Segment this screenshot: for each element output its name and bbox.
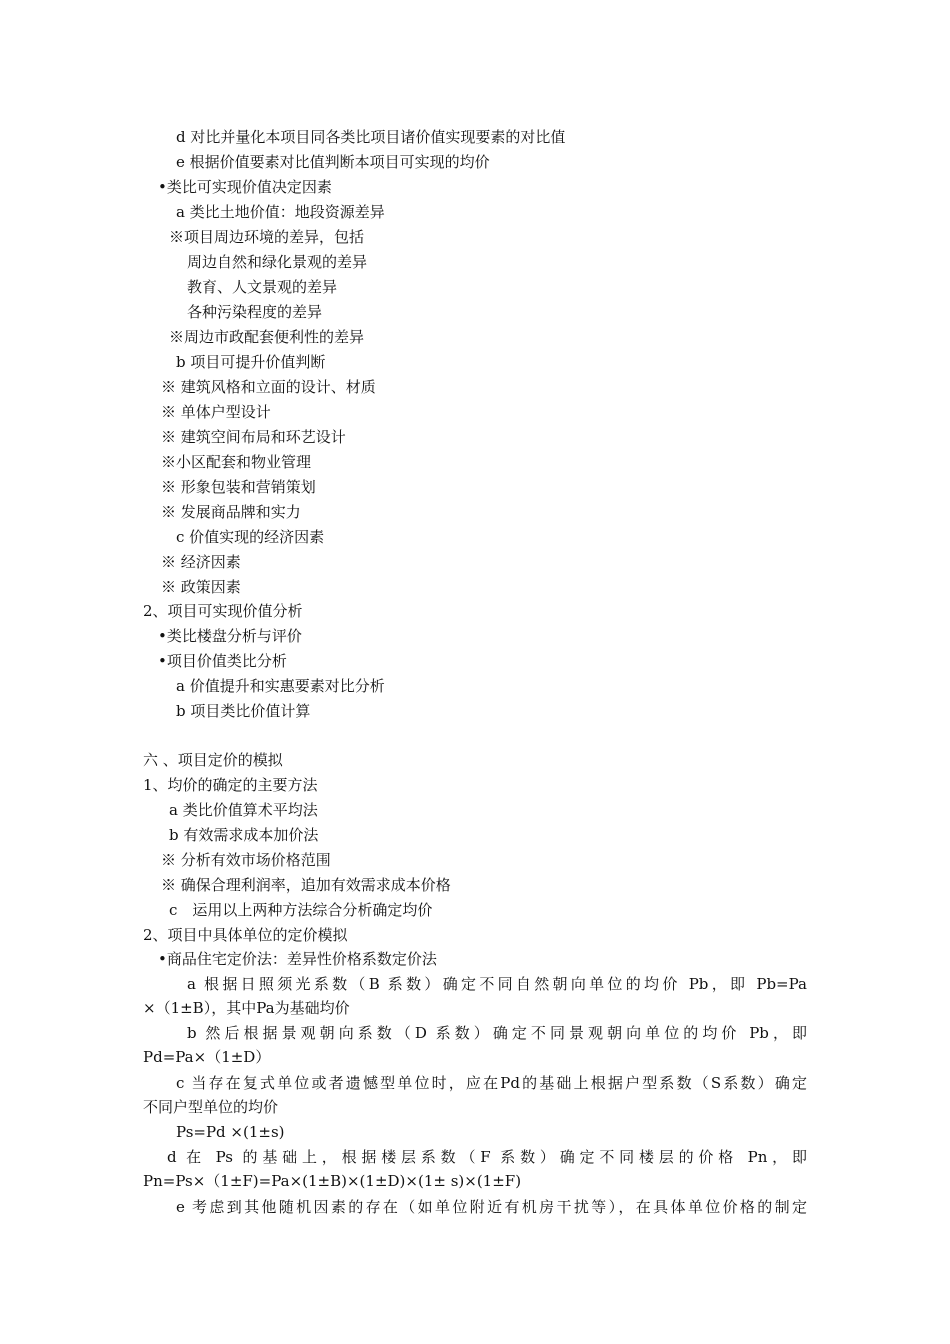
- text-line: a 根据日照须光系数（B 系数）确定不同自然朝向单位的均价 Pb，即 Pb=Pa: [187, 975, 807, 993]
- text-line: b 然后根据景观朝向系数（D 系数）确定不同景观朝向单位的均价 Pb，即: [187, 1024, 807, 1042]
- text-line: ×（1±B），其中Pa为基础均价: [143, 999, 350, 1017]
- text-line: c 价值实现的经济因素: [176, 528, 325, 546]
- text-line: ※ 确保合理利润率，追加有效需求成本价格: [161, 876, 451, 894]
- text-line: •类比可实现价值决定因素: [158, 178, 332, 196]
- text-line: Ps=Pd ×(1±s): [176, 1123, 285, 1141]
- text-line: c 当存在复式单位或者遗憾型单位时，应在Pd的基础上根据户型系数（S系数）确定: [176, 1074, 807, 1092]
- text-line: ※ 发展商品牌和实力: [161, 503, 301, 521]
- text-line: c 运用以上两种方法综合分析确定均价: [169, 901, 433, 919]
- text-line: Pn=Ps×（1±F)=Pa×(1±B)×(1±D)×(1± s)×(1±F): [143, 1172, 522, 1190]
- text-line: 周边自然和绿化景观的差异: [187, 253, 368, 271]
- text-line: b 项目类比价值计算: [176, 702, 311, 720]
- text-line: •类比楼盘分析与评价: [158, 627, 302, 645]
- text-line: ※项目周边环境的差异，包括: [169, 228, 365, 246]
- text-line: 2、项目可实现价值分析: [143, 602, 303, 620]
- text-line: e 根据价值要素对比值判断本项目可实现的均价: [176, 153, 490, 171]
- text-line: ※ 政策因素: [161, 578, 241, 596]
- text-line: ※ 形象包装和营销策划: [161, 478, 316, 496]
- text-line: 各种污染程度的差异: [187, 303, 323, 321]
- text-line: ※ 单体户型设计: [161, 403, 271, 421]
- text-line: d 在 Ps 的基础上，根据楼层系数（F 系数）确定不同楼层的价格 Pn，即: [167, 1148, 807, 1166]
- text-line: e 考虑到其他随机因素的存在（如单位附近有机房干扰等），在具体单位价格的制定: [176, 1198, 807, 1216]
- text-line: ※小区配套和物业管理: [161, 453, 312, 471]
- text-line: b 有效需求成本加价法: [169, 826, 319, 844]
- text-line: ※ 经济因素: [161, 553, 241, 571]
- text-line: ※ 建筑空间布局和环艺设计: [161, 428, 346, 446]
- text-line: •商品住宅定价法：差异性价格系数定价法: [158, 950, 437, 968]
- text-line: 1、均价的确定的主要方法: [143, 776, 318, 794]
- text-line: ※ 建筑风格和立面的设计、材质: [161, 378, 376, 396]
- text-line: a 价值提升和实惠要素对比分析: [176, 677, 385, 695]
- text-line: a 类比土地价值：地段资源差异: [176, 203, 385, 221]
- text-line: a 类比价值算术平均法: [169, 801, 318, 819]
- text-line: d 对比并量化本项目同各类比项目诸价值实现要素的对比值: [176, 128, 566, 146]
- text-line: b 项目可提升价值判断: [176, 353, 326, 371]
- text-line: 2、项目中具体单位的定价模拟: [143, 926, 348, 944]
- text-line: 教育、人文景观的差异: [187, 278, 338, 296]
- section-heading: 六 、项目定价的模拟: [143, 751, 283, 769]
- text-line: Pd=Pa×（1±D）: [143, 1048, 271, 1066]
- text-line: 不同户型单位的均价: [143, 1098, 279, 1116]
- text-line: ※ 分析有效市场价格范围: [161, 851, 331, 869]
- text-line: •项目价值类比分析: [158, 652, 287, 670]
- text-line: ※周边市政配套便利性的差异: [169, 328, 365, 346]
